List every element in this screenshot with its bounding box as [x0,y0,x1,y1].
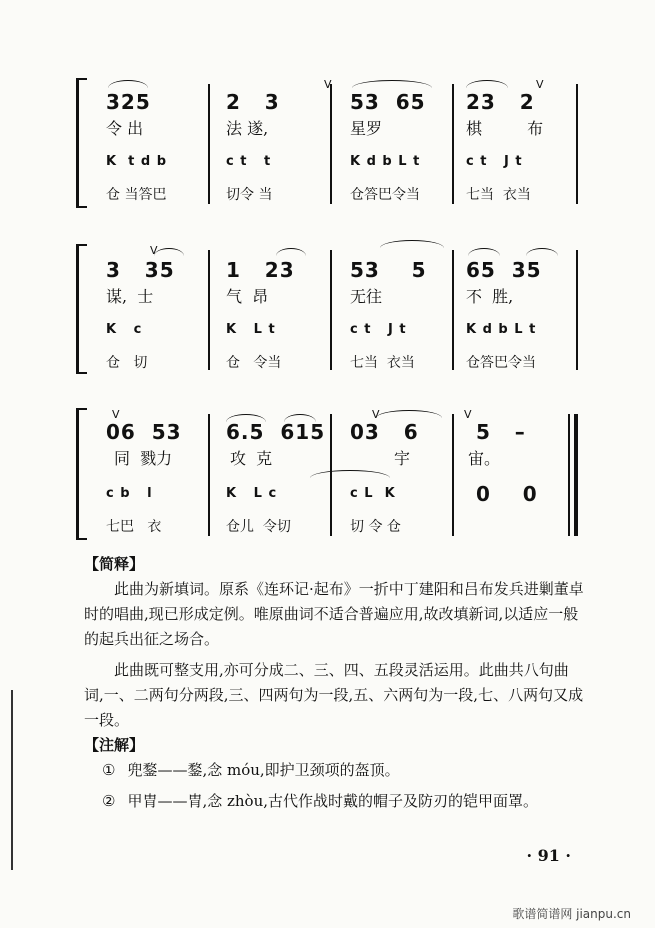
note-item [102,789,584,814]
percussion-measure: K d b L t [466,322,537,337]
lyric: 宇 [394,449,411,468]
percussion-words: 仓 当答巴 [106,187,167,203]
slur [276,248,306,256]
slur [154,248,184,256]
melody-measure: 6.5 615 [226,420,326,444]
percussion-measure: 0 0 [476,482,538,506]
barline [208,84,210,204]
barline [452,250,454,370]
barline [208,250,210,370]
percussion-measure: K t d b [106,154,168,169]
barline [576,250,578,370]
percussion-words: 仓 切 [106,355,148,371]
percussion-measure: c t t [226,154,272,169]
percussion-words: 切令 当 [226,187,273,203]
page-edge-line [11,690,13,870]
melody-measure: 1 23 [226,258,295,282]
percussion-words: 七当 衣当 [466,187,531,203]
melody-measure: 65 35 [466,258,542,282]
percussion-measure: K d b L t [350,154,421,169]
percussion-words: 仓 令当 [226,355,282,371]
note-text: 甲胄——胄,念 zhòu,古代作战时戴的帽子及防刃的铠甲面罩。 [127,792,539,810]
percussion-measure: K L t [226,322,276,337]
percussion-words: 七巴 衣 [106,519,162,535]
percussion-measure: c b l [106,486,153,501]
lyric: 同 戮力 [114,449,173,468]
lyric: 不 胜, [466,287,514,306]
slur [108,80,148,88]
lyric: 谋, 士 [106,287,154,306]
slur [466,80,508,88]
slur [376,410,442,418]
melody-measure: 53 5 [350,258,427,282]
system-bracket [76,408,87,540]
note-marker: ① [102,761,116,779]
percussion-measure: c t J t [350,322,407,337]
system-bracket [76,244,87,374]
melody-measure: 5 – [476,420,526,444]
explain-paragraph: 此曲为新填词。原系《连环记·起布》一折中丁建阳和吕布发兵进剿董卓时的唱曲,现已形成定例。唯原曲词不适合普遍应用,故改填新词,以适应一般的起兵出征之场合。 [84,580,584,648]
breath-mark: V [112,408,120,421]
percussion-measure: K L c [226,486,278,501]
lyric: 令 出 [106,119,144,138]
score-system-2 [80,244,580,374]
barline [208,414,210,536]
breath-mark: V [150,244,158,257]
lyric: 气 昂 [226,287,269,306]
slur [526,248,558,256]
percussion-measure: c L K [350,486,396,501]
note-marker: ② [102,792,116,810]
barline [452,84,454,204]
percussion-words: 仓儿 令切 [226,519,291,535]
melody-measure: 2 3 [226,90,280,114]
slur [310,470,390,478]
note-item [102,758,584,783]
melody-measure: 325 [106,90,151,114]
percussion-words: 切 令 仓 [350,519,401,535]
percussion-words: 仓答巴令当 [466,355,536,371]
melody-measure: 3 35 [106,258,175,282]
note-text: 兜鍪——鍪,念 móu,即护卫颈项的盔顶。 [127,761,400,779]
percussion-words: 七当 衣当 [350,355,415,371]
melody-measure: 03 6 [350,420,419,444]
breath-mark: V [464,408,472,421]
melody-measure: 06 53 [106,420,182,444]
slur [468,248,500,256]
lyric: 星罗 [350,119,383,138]
explain-heading: 【简释】 [84,555,145,573]
lyric: 攻 克 [230,449,273,468]
final-barline [574,414,578,536]
explain-paragraph: 此曲既可整支用,亦可分成二、三、四、五段灵活运用。此曲共八句曲词,一、二两句分两段,三、四两句为一段,五、六两句为一段,七、八两句又成一段。 [84,661,584,729]
lyric: 棋 布 [466,119,544,138]
score-system-3 [80,408,580,540]
lyric: 宙。 [468,449,501,468]
barline [568,414,570,536]
melody-measure: 53 65 [350,90,426,114]
barline [576,84,578,204]
melody-measure: 23 2 [466,90,535,114]
breath-mark: V [324,78,332,91]
lyric: 无往 [350,287,383,306]
barline [330,250,332,370]
percussion-measure: K c [106,322,143,337]
system-bracket [76,78,87,208]
percussion-words: 仓答巴令当 [350,187,420,203]
commentary [84,552,584,814]
page-number: · 91 · [526,846,571,865]
breath-mark: V [536,78,544,91]
percussion-measure: c t J t [466,154,523,169]
lyric: 法 遂, [226,119,269,138]
slur [352,80,432,88]
notes-heading: 【注解】 [84,736,145,754]
score-system-1 [80,78,580,208]
watermark: 歌谱简谱网 jianpu.cn [512,907,631,921]
barline [452,414,454,536]
barline [330,84,332,204]
slur [380,240,444,248]
breath-mark: V [372,408,380,421]
